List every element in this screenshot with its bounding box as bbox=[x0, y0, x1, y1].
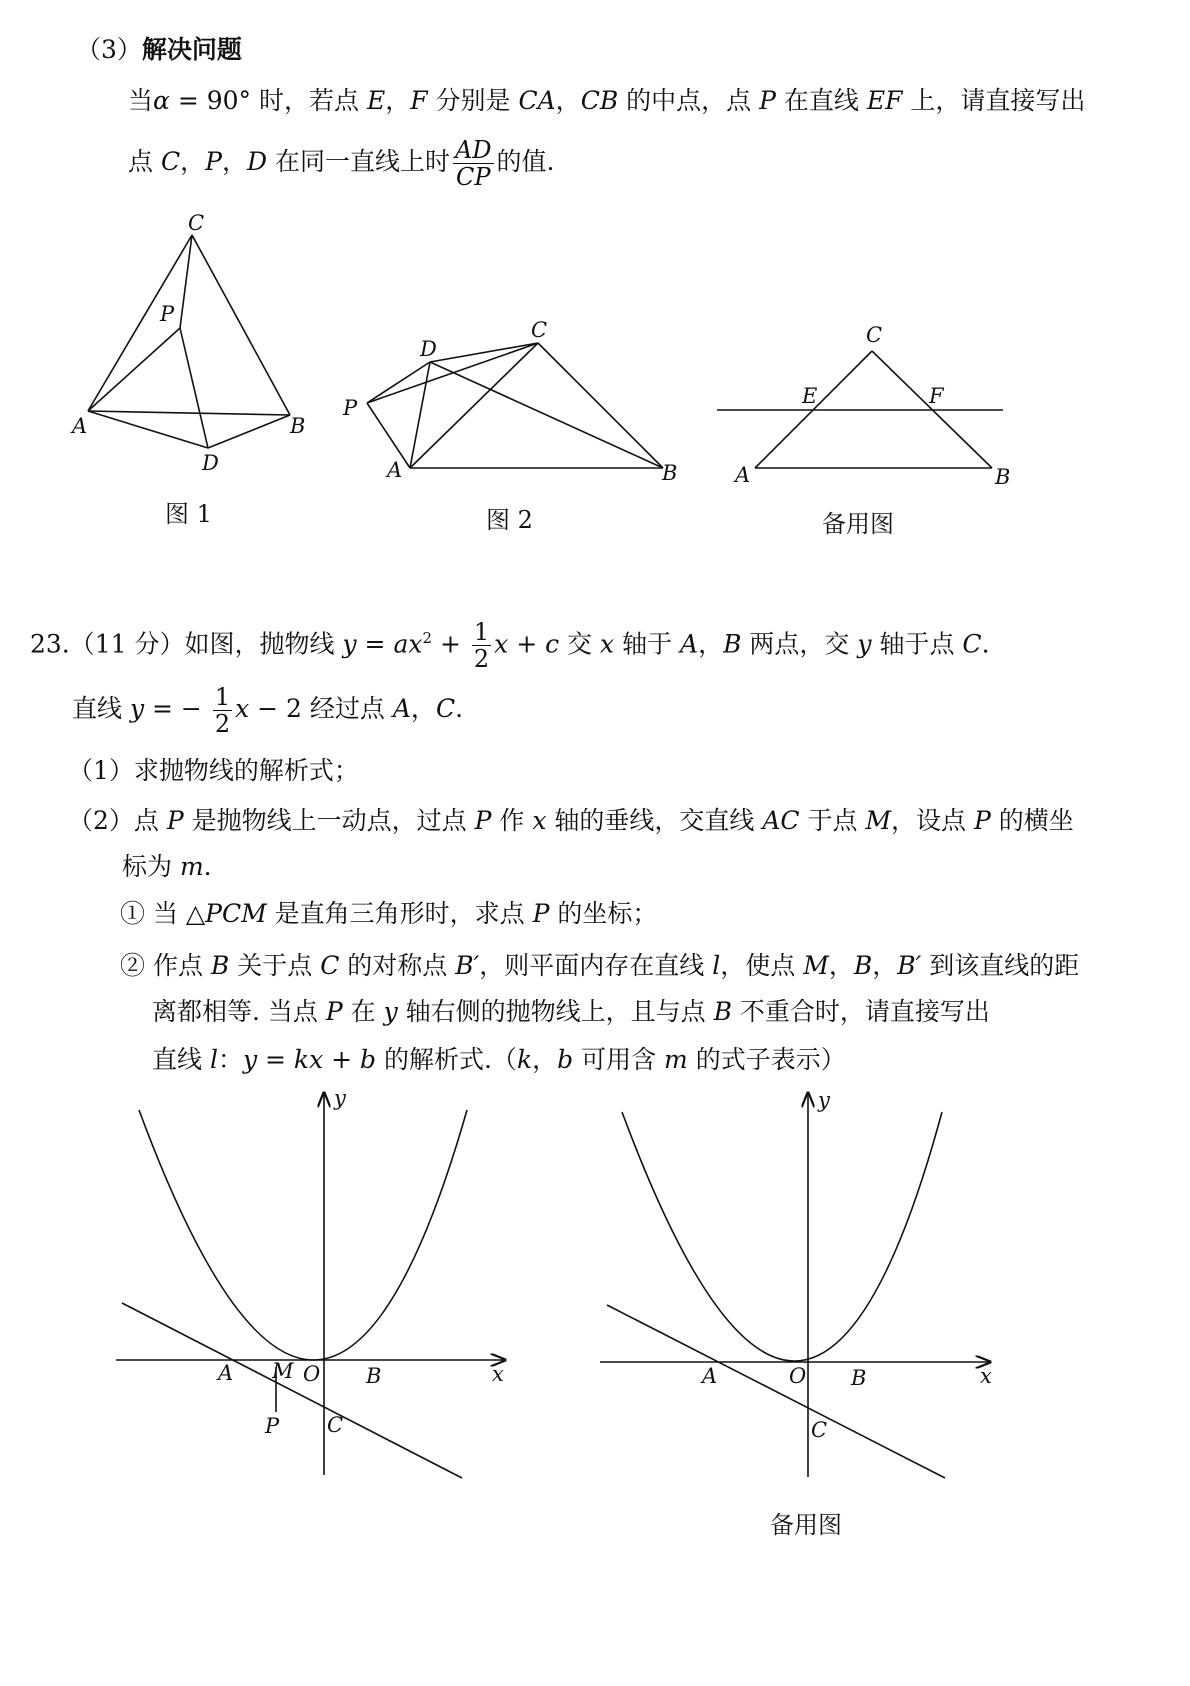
figure-3-caption: 备用图 bbox=[822, 510, 894, 538]
seg-CA: CA bbox=[518, 86, 556, 115]
text: ， bbox=[180, 147, 206, 176]
label-B: B bbox=[290, 414, 306, 438]
q23-sub2-line1 bbox=[68, 805, 1074, 837]
text: = − bbox=[144, 694, 210, 723]
point-C: C bbox=[160, 147, 181, 176]
label-P: P bbox=[265, 1414, 280, 1438]
var-k: k bbox=[516, 1045, 533, 1074]
figure-1 bbox=[60, 205, 330, 505]
point-E: E bbox=[366, 86, 386, 115]
text: 交 bbox=[559, 629, 601, 659]
text: ， bbox=[385, 86, 411, 115]
point-C: C bbox=[320, 951, 340, 980]
var-x: x bbox=[532, 806, 547, 835]
line-l: l bbox=[209, 1045, 218, 1074]
label-B: B bbox=[851, 1366, 867, 1390]
fraction-half bbox=[472, 619, 491, 672]
fraction-numerator: 1 bbox=[214, 683, 231, 711]
text: 标为 bbox=[122, 852, 180, 881]
q23-case1 bbox=[120, 898, 657, 930]
figure-2 bbox=[335, 315, 695, 495]
label-M: M bbox=[272, 1359, 294, 1383]
line-EF: EF bbox=[866, 86, 903, 115]
text: 两点，交 bbox=[741, 629, 858, 659]
text: 到该直线的距 bbox=[921, 951, 1080, 980]
text: 轴右侧的抛物线上，且与点 bbox=[397, 997, 714, 1026]
text: 作 bbox=[491, 806, 533, 835]
text: ： bbox=[217, 1045, 243, 1074]
text: 点 bbox=[128, 147, 161, 176]
text: ① 当 △ bbox=[120, 899, 206, 928]
q23-line1 bbox=[30, 608, 990, 674]
label-x: x bbox=[980, 1364, 992, 1388]
var-m: m bbox=[664, 1045, 688, 1074]
label-P: P bbox=[160, 302, 175, 326]
text: 的值. bbox=[496, 147, 555, 176]
point-B-prime: B′ bbox=[897, 951, 922, 980]
text: 于点 bbox=[799, 806, 866, 835]
text: ，则平面内存在直线 bbox=[479, 951, 713, 980]
text: ， bbox=[532, 1045, 558, 1074]
line-equation: y = kx + b bbox=[242, 1045, 377, 1074]
triangle-PCM: PCM bbox=[205, 899, 267, 928]
point-M: M bbox=[865, 806, 892, 835]
label-A: A bbox=[387, 458, 403, 482]
text: . bbox=[203, 852, 212, 881]
label-D: D bbox=[202, 451, 219, 475]
point-B: B bbox=[210, 951, 230, 980]
q23-sub1: （1）求抛物线的解析式； bbox=[68, 756, 359, 785]
var-b: b bbox=[557, 1045, 574, 1074]
label-B: B bbox=[662, 461, 678, 485]
point-B: B bbox=[853, 951, 873, 980]
text: 直线 bbox=[72, 694, 130, 723]
point-C: C bbox=[962, 629, 982, 659]
label-A: A bbox=[735, 463, 751, 487]
figure-2-caption: 图 2 bbox=[486, 506, 533, 534]
text: ，设点 bbox=[891, 806, 974, 835]
text: ② 作点 bbox=[120, 951, 211, 980]
part3-line2 bbox=[128, 132, 554, 192]
var-x: x bbox=[235, 694, 250, 723]
point-P: P bbox=[532, 899, 550, 928]
fraction-denominator: CP bbox=[455, 163, 491, 191]
var-y: y bbox=[857, 629, 872, 659]
label-A: A bbox=[702, 1364, 718, 1388]
point-B-prime: B′ bbox=[455, 951, 480, 980]
label-C: C bbox=[866, 323, 883, 347]
line-l: l bbox=[712, 951, 721, 980]
text: 轴于 bbox=[614, 629, 681, 659]
point-A: A bbox=[680, 629, 699, 659]
text: ，使点 bbox=[720, 951, 804, 980]
text: 的坐标； bbox=[549, 899, 658, 928]
text: 的中点，点 bbox=[618, 86, 760, 115]
text: − 2 经过点 bbox=[249, 694, 393, 723]
parabola-spare-caption: 备用图 bbox=[770, 1511, 842, 1539]
text: 关于点 bbox=[229, 951, 321, 980]
label-y: y bbox=[818, 1088, 830, 1112]
point-A: A bbox=[392, 694, 411, 723]
part3-line1 bbox=[128, 85, 1085, 117]
text: + bbox=[432, 629, 469, 659]
point-P: P bbox=[474, 806, 492, 835]
point-M: M bbox=[803, 951, 829, 980]
part3-heading bbox=[76, 34, 242, 66]
point-C: C bbox=[435, 694, 456, 723]
var-x: x bbox=[494, 629, 509, 659]
label-P: P bbox=[343, 396, 358, 420]
var-y: y bbox=[129, 694, 145, 723]
text: 是抛物线上一动点，过点 bbox=[183, 806, 475, 835]
text: 分别是 bbox=[427, 86, 519, 115]
label-C: C bbox=[327, 1413, 344, 1437]
label-C: C bbox=[188, 211, 205, 235]
question-points: （11 分） bbox=[69, 629, 185, 659]
text: 的对称点 bbox=[339, 951, 456, 980]
text: . bbox=[455, 694, 464, 723]
text: = bbox=[356, 629, 394, 659]
var-y: y bbox=[383, 997, 398, 1026]
fraction-numerator: AD bbox=[454, 136, 492, 164]
label-E: E bbox=[802, 384, 818, 408]
label-C: C bbox=[811, 1418, 828, 1442]
point-P: P bbox=[325, 997, 343, 1026]
text: 在 bbox=[342, 997, 384, 1026]
label-y: y bbox=[334, 1086, 346, 1110]
label-B: B bbox=[995, 465, 1011, 489]
text: 的式子表示） bbox=[687, 1045, 846, 1074]
point-P: P bbox=[974, 806, 991, 835]
alpha: α bbox=[153, 86, 170, 115]
label-D: D bbox=[420, 337, 437, 361]
var-y: y bbox=[342, 629, 357, 659]
label-B: B bbox=[366, 1364, 382, 1388]
text: ， bbox=[828, 951, 854, 980]
text: 如图，抛物线 bbox=[184, 629, 343, 659]
text: + bbox=[508, 629, 546, 659]
term-ax: ax bbox=[393, 629, 423, 659]
text: 不重合时，请直接写出 bbox=[731, 997, 990, 1026]
text: = 90° 时，若点 bbox=[169, 86, 367, 115]
q23-case2-line3 bbox=[152, 1044, 846, 1076]
label-O: O bbox=[789, 1364, 807, 1388]
point-B: B bbox=[723, 629, 742, 659]
text: 直线 bbox=[152, 1045, 210, 1074]
q23-case2-line1 bbox=[120, 950, 1079, 982]
parabola-figure bbox=[100, 1085, 540, 1495]
text: 在同一直线上时 bbox=[267, 147, 450, 176]
label-x: x bbox=[492, 1362, 504, 1386]
text: ， bbox=[872, 951, 898, 980]
exponent: 2 bbox=[422, 629, 433, 647]
label-A: A bbox=[72, 414, 88, 438]
parabola-figure-spare bbox=[585, 1085, 1005, 1495]
text: 是直角三角形时，求点 bbox=[266, 899, 533, 928]
ratio-fraction bbox=[453, 137, 494, 190]
text: ， bbox=[410, 694, 436, 723]
text: 的横坐 bbox=[990, 806, 1074, 835]
label-F: F bbox=[929, 384, 944, 408]
question-number: 23. bbox=[30, 629, 70, 659]
text: （2）点 bbox=[68, 806, 167, 835]
fraction-denominator: 2 bbox=[473, 645, 490, 674]
label-O: O bbox=[303, 1362, 321, 1386]
var-x: x bbox=[600, 629, 615, 659]
point-F: F bbox=[410, 86, 428, 115]
var-c: c bbox=[545, 629, 560, 659]
fraction-denominator: 2 bbox=[214, 710, 231, 738]
text: 当 bbox=[128, 86, 154, 115]
point-P: P bbox=[205, 147, 222, 176]
var-m: m bbox=[179, 852, 204, 881]
part3-label: （3） bbox=[76, 35, 142, 64]
figure-spare-triangle bbox=[705, 318, 1025, 498]
text: ， bbox=[555, 86, 581, 115]
text: ， bbox=[698, 629, 724, 659]
fraction-numerator: 1 bbox=[473, 618, 490, 647]
q23-sub2-line2 bbox=[122, 851, 212, 883]
label-A: A bbox=[218, 1361, 234, 1385]
text: . bbox=[981, 629, 990, 659]
point-D: D bbox=[246, 147, 267, 176]
line-AC: AC bbox=[762, 806, 800, 835]
figure-1-caption: 图 1 bbox=[165, 500, 212, 528]
text: 在直线 bbox=[775, 86, 867, 115]
part3-title: 解决问题 bbox=[141, 35, 242, 64]
text: 上，请直接写出 bbox=[902, 86, 1086, 115]
q23-case2-line2 bbox=[152, 996, 990, 1028]
text: 离都相等. 当点 bbox=[152, 997, 326, 1026]
label-C: C bbox=[531, 318, 548, 342]
text: 的解析式.（ bbox=[376, 1045, 517, 1074]
text: ， bbox=[221, 147, 247, 176]
point-P: P bbox=[759, 86, 776, 115]
point-B: B bbox=[713, 997, 732, 1026]
text: 轴于点 bbox=[871, 629, 963, 659]
point-P: P bbox=[166, 806, 184, 835]
fraction-half bbox=[213, 684, 232, 737]
q23-line2 bbox=[72, 679, 463, 739]
seg-CB: CB bbox=[580, 86, 619, 115]
text: 轴的垂线，交直线 bbox=[546, 806, 763, 835]
text: 可用含 bbox=[573, 1045, 665, 1074]
